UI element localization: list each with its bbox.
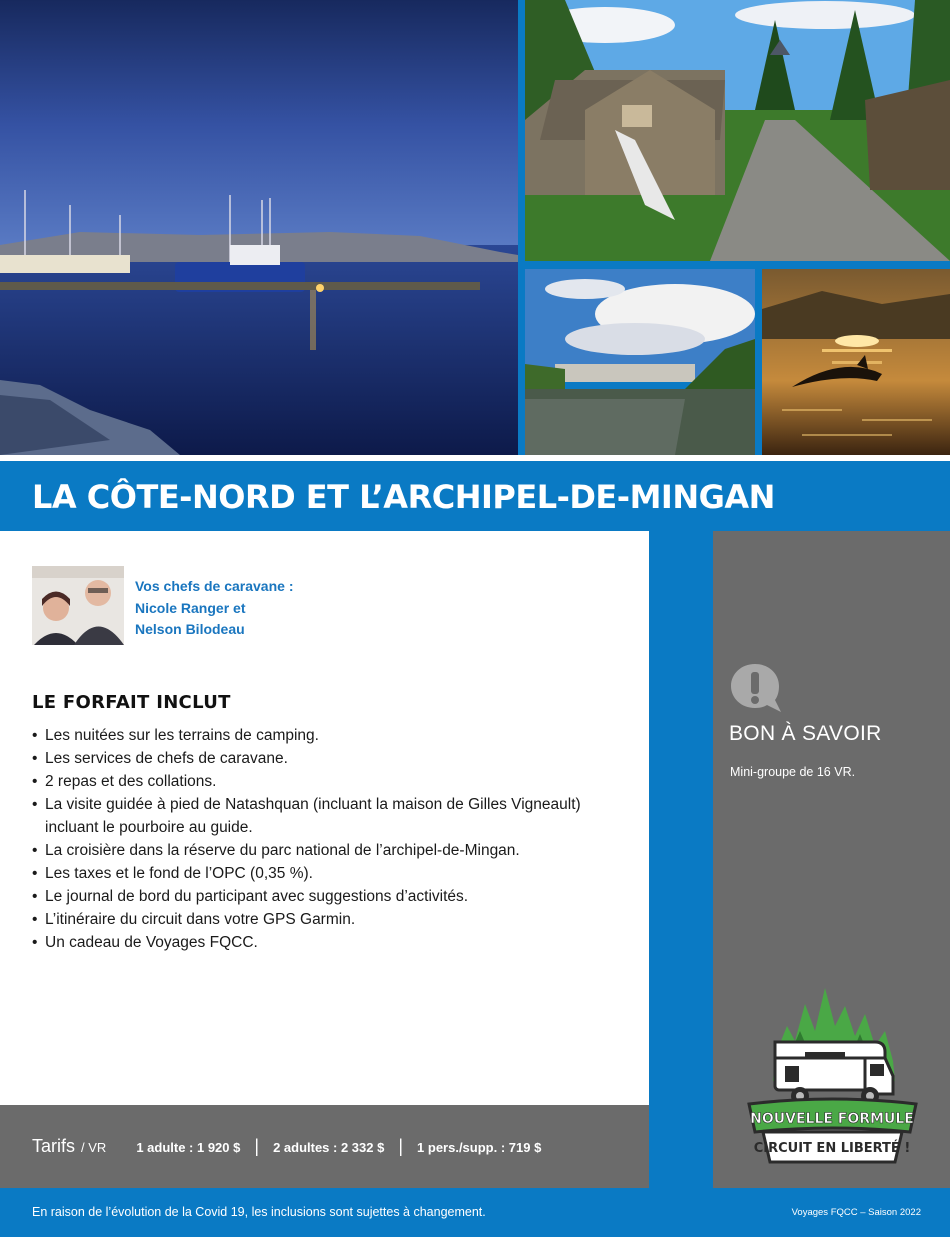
chefs-heading: Vos chefs de caravane : [135,578,294,594]
chefs-name-2: Nelson Bilodeau [135,621,245,637]
tarif-pers-supp: 1 pers./supp. : 719 $ [417,1140,542,1155]
list-item: • Les nuitées sur les terrains de camping. [32,724,632,747]
list-item: • Le journal de bord du participant avec suggestions d’activités. [32,885,632,908]
tarif-separator: | [254,1136,260,1156]
bon-a-savoir-text: Mini-groupe de 16 VR. [730,765,856,779]
dam-river-photo [525,269,755,455]
tarifs-line [32,1136,541,1157]
chefs-portrait [32,566,124,645]
list-item: • Les taxes et le fond de l’OPC (0,35 %). [32,862,632,885]
chefs-name-1: Nicole Ranger et [135,599,246,616]
whale-sunset-photo [762,269,950,455]
tarifs-label: Tarifs [32,1136,76,1156]
list-item: • Un cadeau de Voyages FQCC. [32,931,632,954]
blue-column [649,531,713,1188]
speech-bubble-exclamation-icon [729,662,785,714]
village-photo [525,0,950,261]
bon-a-savoir-heading: BON À SAVOIR [729,722,882,745]
badge-line-2: CIRCUIT EN LIBERTÉ ! [753,1141,911,1156]
tarif-separator: | [398,1136,404,1156]
harbor-night-photo [0,0,518,455]
forfait-list [32,724,632,954]
list-item: • L’itinéraire du circuit dans votre GPS Garmin. [32,908,632,931]
footer-credit: Voyages FQCC – Saison 2022 [791,1207,921,1218]
tarif-1-adulte: 1 adulte : 1 920 $ [136,1140,241,1155]
nouvelle-formule-badge [745,986,920,1166]
list-item: • La visite guidée à pied de Natashquan (incluant la maison de Gilles Vigneault) incluant le pourboire au guide. [32,793,632,839]
chefs-info [135,576,293,641]
page-title: LA CÔTE-NORD ET L’ARCHIPEL-DE-MINGAN [32,478,775,516]
badge-line-1: NOUVELLE FORMULE [750,1111,914,1127]
tarifs-unit: / VR [81,1140,107,1155]
covid-note: En raison de l’évolution de la Covid 19, les inclusions sont sujettes à changement. [32,1205,486,1219]
tarif-2-adultes: 2 adultes : 2 332 $ [273,1140,385,1155]
list-item: • Les services de chefs de caravane. [32,747,632,770]
list-item: • La croisière dans la réserve du parc national de l’archipel-de-Mingan. [32,839,632,862]
forfait-heading: LE FORFAIT INCLUT [32,692,231,713]
list-item: • 2 repas et des collations. [32,770,632,793]
